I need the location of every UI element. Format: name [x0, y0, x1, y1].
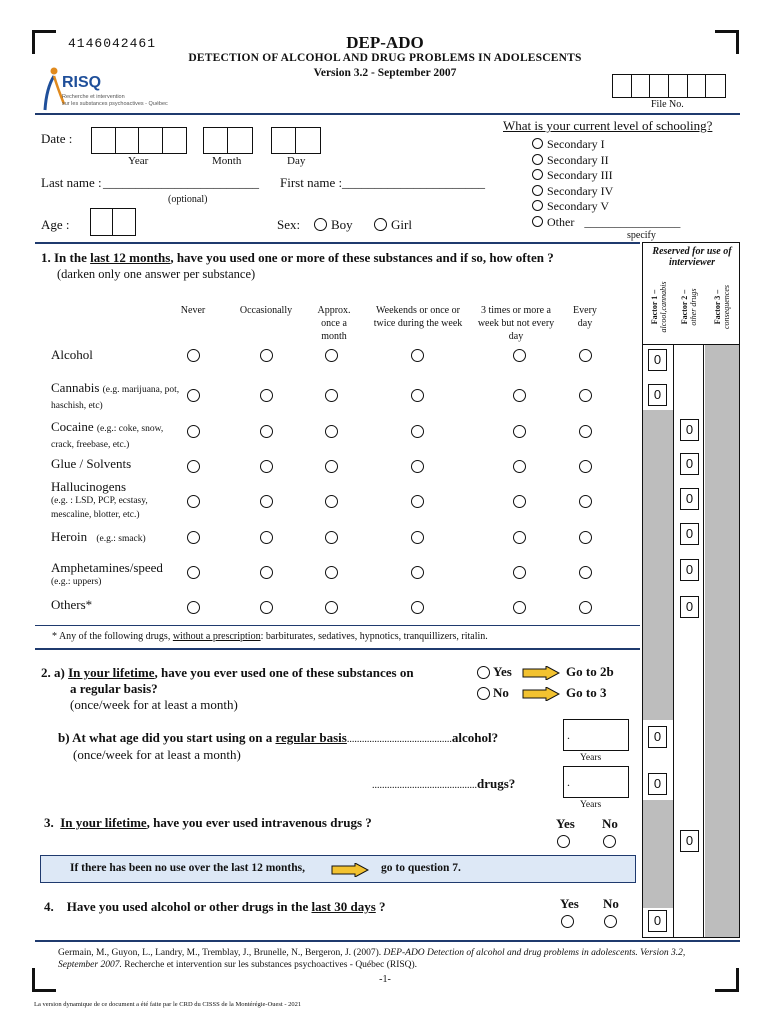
q2a-goto-3: Go to 3	[566, 685, 607, 700]
q1-score-box[interactable]: 0	[680, 559, 699, 581]
q1-frequency-radio[interactable]	[260, 460, 273, 473]
q1-frequency-radio[interactable]	[260, 495, 273, 508]
risq-logo	[40, 64, 200, 114]
form-code: 4146042461	[68, 36, 157, 51]
q1-text: 1. In the last 12 months, have you used one or more of these substances and if so, how often ?	[41, 250, 554, 265]
date-year-boxes[interactable]	[91, 127, 187, 154]
specify-label: specify	[627, 230, 656, 241]
q1-frequency-radio[interactable]	[579, 389, 592, 402]
q1-score-box[interactable]: 0	[680, 419, 699, 441]
col-weekends: Weekends or once or twice during the week	[373, 305, 463, 329]
q1-frequency-radio[interactable]	[513, 389, 526, 402]
version-line: Version 3.2 - September 2007	[313, 67, 457, 79]
col-monthly: Approx. once a month	[317, 305, 351, 342]
q1-frequency-radio[interactable]	[579, 349, 592, 362]
q1-score-box[interactable]: 0	[648, 384, 667, 406]
q1-row-label: Alcohol	[51, 347, 93, 362]
q1-frequency-radio[interactable]	[325, 389, 338, 402]
q1-frequency-radio[interactable]	[579, 531, 592, 544]
logo-text: RISQ	[62, 74, 102, 91]
q1-frequency-radio[interactable]	[579, 495, 592, 508]
q1-row-label: Amphetamines/speed (e.g.: uppers)	[51, 560, 163, 587]
last-name-label: Last name :	[41, 175, 102, 190]
factor-1-shade	[643, 410, 673, 720]
q1-frequency-radio[interactable]	[187, 566, 200, 579]
q1-frequency-radio[interactable]	[411, 601, 424, 614]
q1-row-label: Cocaine (e.g.: coke, snow, crack, freebase, etc.)	[51, 419, 164, 450]
q2a-subtext: (once/week for at least a month)	[70, 697, 238, 712]
q1-footnote: * Any of the following drugs, without a prescription: barbiturates, sedatives, hypnotics, tranquillizers, ritalin.	[52, 631, 488, 642]
first-name-field[interactable]: ______________________	[342, 175, 485, 190]
factor-3-shade	[705, 345, 739, 937]
schooling-radio[interactable]	[532, 138, 543, 149]
reserved-title: Reserved for use of interviewer	[652, 246, 732, 268]
q3-yes-radio[interactable]	[557, 835, 570, 848]
logo-tagline-2: sur les substances psychoactives - Québec	[62, 101, 168, 107]
q1-frequency-radio[interactable]	[325, 425, 338, 438]
q1-frequency-radio[interactable]	[513, 566, 526, 579]
q4-score-box[interactable]: 0	[648, 910, 667, 932]
schooling-option[interactable]: Secondary V	[532, 199, 680, 215]
file-number-boxes[interactable]	[612, 74, 726, 98]
q1-frequency-radio[interactable]	[187, 389, 200, 402]
q2b-alcohol-age-box[interactable]: .	[563, 719, 629, 751]
age-label: Age :	[41, 217, 70, 232]
schooling-radio[interactable]	[532, 169, 543, 180]
q2b-alcohol-years-label: Years	[580, 753, 602, 763]
skip-notice: If there has been no use over the last 12 months, go to question 7.	[40, 855, 636, 883]
page-subtitle: DETECTION OF ALCOHOL AND DRUG PROBLEMS IN ADOLESCENTS	[188, 52, 582, 64]
col-3-times: 3 times or more a week but not every day	[477, 305, 555, 342]
q1-frequency-radio[interactable]	[411, 531, 424, 544]
schooling-other-field[interactable]: ________________	[584, 214, 681, 229]
q1-score-box[interactable]: 0	[648, 349, 667, 371]
q3-score-box[interactable]: 0	[680, 830, 699, 852]
q1-frequency-radio[interactable]	[513, 460, 526, 473]
factor-3-header: Factor 3 – consequences	[713, 285, 731, 329]
q1-frequency-radio[interactable]	[187, 425, 200, 438]
q1-frequency-radio[interactable]	[325, 566, 338, 579]
citation: Germain, M., Guyon, L., Landry, M., Tremblay, J., Brunelle, N., Bergeron, J. (2007). DEP-ADO Detection of alcohol and drug problems in adolescents. Version 3.2, September 2007. Recherche et intervention sur les substances psychoactives - Québec (RISQ).	[58, 948, 686, 970]
q2a-no-arrow-icon	[522, 687, 560, 701]
q1-frequency-radio[interactable]	[411, 566, 424, 579]
q2b-drugs-years-label: Years	[580, 800, 602, 810]
q1-frequency-radio[interactable]	[411, 425, 424, 438]
q1-frequency-radio[interactable]	[325, 460, 338, 473]
q2a-no-label: No	[493, 685, 509, 700]
sex-label: Sex:	[277, 217, 301, 232]
q1-score-box[interactable]: 0	[680, 488, 699, 510]
factor-1-header: Factor 1 – alcool,cannabis	[650, 281, 668, 333]
q1-frequency-radio[interactable]	[260, 601, 273, 614]
date-label: Date :	[41, 131, 73, 146]
sex-girl-radio[interactable]	[374, 218, 387, 231]
q1-row-label: Glue / Solvents	[51, 456, 132, 471]
date-day-boxes[interactable]	[271, 127, 321, 154]
q1-frequency-radio[interactable]	[513, 349, 526, 362]
schooling-option[interactable]: Secondary I	[532, 137, 680, 153]
q2a-score-box[interactable]: 0	[648, 726, 667, 748]
q1-frequency-radio[interactable]	[187, 495, 200, 508]
col-every-day: Every day	[573, 305, 597, 329]
factor-1-shade-lower	[643, 800, 673, 908]
q1-frequency-radio[interactable]	[579, 460, 592, 473]
last-name-field[interactable]: ________________________	[103, 175, 259, 190]
q4-yes-radio[interactable]	[561, 915, 574, 928]
q1-frequency-radio[interactable]	[187, 601, 200, 614]
q1-frequency-radio[interactable]	[260, 425, 273, 438]
q1-row-label: Hallucinogens (e.g. : LSD, PCP, ecstasy, mescaline, blotter, etc.)	[51, 479, 148, 520]
q1-frequency-radio[interactable]	[187, 349, 200, 362]
q1-frequency-radio[interactable]	[579, 425, 592, 438]
q2a-yes-arrow-icon	[522, 666, 560, 680]
q1-frequency-radio[interactable]	[513, 531, 526, 544]
q1-frequency-radio[interactable]	[411, 495, 424, 508]
q4-no-radio[interactable]	[604, 915, 617, 928]
q3-no-label: No	[602, 816, 618, 831]
schooling-radio[interactable]	[532, 185, 543, 196]
q2b-text: b) At what age did you start using on a regular basis..........................................alcohol?	[58, 730, 499, 745]
first-name-label: First name :	[280, 175, 343, 190]
q4-text: 4. Have you used alcohol or other drugs in the last 30 days ?	[44, 899, 386, 914]
schooling-radio[interactable]	[532, 216, 543, 227]
q1-row-label: Heroin (e.g.: smack)	[51, 529, 146, 544]
q2b-score-box[interactable]: 0	[648, 773, 667, 795]
q4-yes-label: Yes	[560, 896, 579, 911]
q2a-goto-2b: Go to 2b	[566, 664, 614, 679]
document-note: La version dynamique de ce document a été faite par le CRD du CISSS de la Montérégie-Ouest - 2021	[34, 1001, 302, 1008]
section-rule-2	[35, 648, 640, 650]
q1-frequency-radio[interactable]	[260, 349, 273, 362]
q2b-subtext: (once/week for at least a month)	[73, 747, 241, 762]
schooling-question: What is your current level of schooling?	[503, 118, 713, 133]
q1-instruction: (darken only one answer per substance)	[57, 267, 256, 281]
q1-frequency-radio[interactable]	[411, 349, 424, 362]
q1-frequency-radio[interactable]	[513, 425, 526, 438]
q1-frequency-radio[interactable]	[260, 389, 273, 402]
schooling-option[interactable]: Secondary II	[532, 153, 680, 169]
q3-yes-label: Yes	[556, 816, 575, 831]
q1-score-box[interactable]: 0	[680, 453, 699, 475]
footer-rule	[35, 940, 740, 942]
optional-label: (optional)	[168, 194, 208, 205]
section-rule-1	[35, 242, 640, 244]
schooling-radio[interactable]	[532, 200, 543, 211]
logo-tagline-1: Recherche et intervention	[62, 94, 125, 100]
q1-row-label: Cannabis (e.g. marijuana, pot, haschish, etc)	[51, 380, 180, 411]
q3-no-radio[interactable]	[603, 835, 616, 848]
q1-frequency-radio[interactable]	[325, 601, 338, 614]
q1-frequency-radio[interactable]	[579, 601, 592, 614]
q1-score-box[interactable]: 0	[680, 596, 699, 618]
sex-boy-radio[interactable]	[314, 218, 327, 231]
q1-frequency-radio[interactable]	[411, 389, 424, 402]
q1-frequency-radio[interactable]	[260, 566, 273, 579]
q2b-drugs-age-box[interactable]: .	[563, 766, 629, 798]
col-occasionally: Occasionally	[239, 305, 293, 316]
date-month-boxes[interactable]	[203, 127, 253, 154]
schooling-option[interactable]: Other ________________	[532, 215, 680, 231]
q1-score-box[interactable]: 0	[680, 523, 699, 545]
reserved-header-rule	[642, 344, 740, 345]
schooling-options	[532, 137, 680, 230]
q1-frequency-radio[interactable]	[187, 460, 200, 473]
q1-frequency-radio[interactable]	[411, 460, 424, 473]
year-label: Year	[128, 155, 149, 167]
q1-frequency-radio[interactable]	[260, 531, 273, 544]
q1-footnote-rule-top	[35, 625, 640, 626]
sex-boy-label: Boy	[331, 217, 353, 232]
file-no-label: File No.	[651, 99, 684, 110]
q3-text: 3. In your lifetime, have you ever used intravenous drugs ?	[44, 815, 372, 830]
q2a-no-radio[interactable]	[477, 687, 490, 700]
q2a-yes-label: Yes	[493, 664, 512, 679]
day-label: Day	[287, 155, 306, 167]
col-never: Never	[180, 305, 206, 316]
q1-frequency-radio[interactable]	[187, 531, 200, 544]
q1-frequency-radio[interactable]	[513, 495, 526, 508]
q1-row-label: Others*	[51, 597, 93, 612]
schooling-radio[interactable]	[532, 154, 543, 165]
q2a-text: 2. a) In your lifetime, have you ever used one of these substances on a regular basis?	[41, 665, 414, 696]
q4-no-label: No	[603, 896, 619, 911]
q1-frequency-radio[interactable]	[325, 531, 338, 544]
page-title: DEP-ADO	[346, 33, 424, 52]
sex-girl-label: Girl	[391, 217, 412, 232]
page-number: -1-	[379, 974, 391, 985]
q1-frequency-radio[interactable]	[513, 601, 526, 614]
schooling-option[interactable]: Secondary IV	[532, 184, 680, 200]
schooling-option[interactable]: Secondary III	[532, 168, 680, 184]
q1-frequency-radio[interactable]	[325, 349, 338, 362]
factor-2-header: Factor 2 – other drugs	[680, 288, 698, 326]
month-label: Month	[212, 155, 242, 167]
q2b-drugs-text: ..........................................drugs?	[372, 776, 516, 791]
q1-frequency-radio[interactable]	[579, 566, 592, 579]
q1-frequency-radio[interactable]	[325, 495, 338, 508]
header-rule	[35, 113, 740, 115]
q2a-yes-radio[interactable]	[477, 666, 490, 679]
age-boxes[interactable]	[90, 208, 136, 236]
skip-notice-arrow-icon	[331, 863, 369, 877]
